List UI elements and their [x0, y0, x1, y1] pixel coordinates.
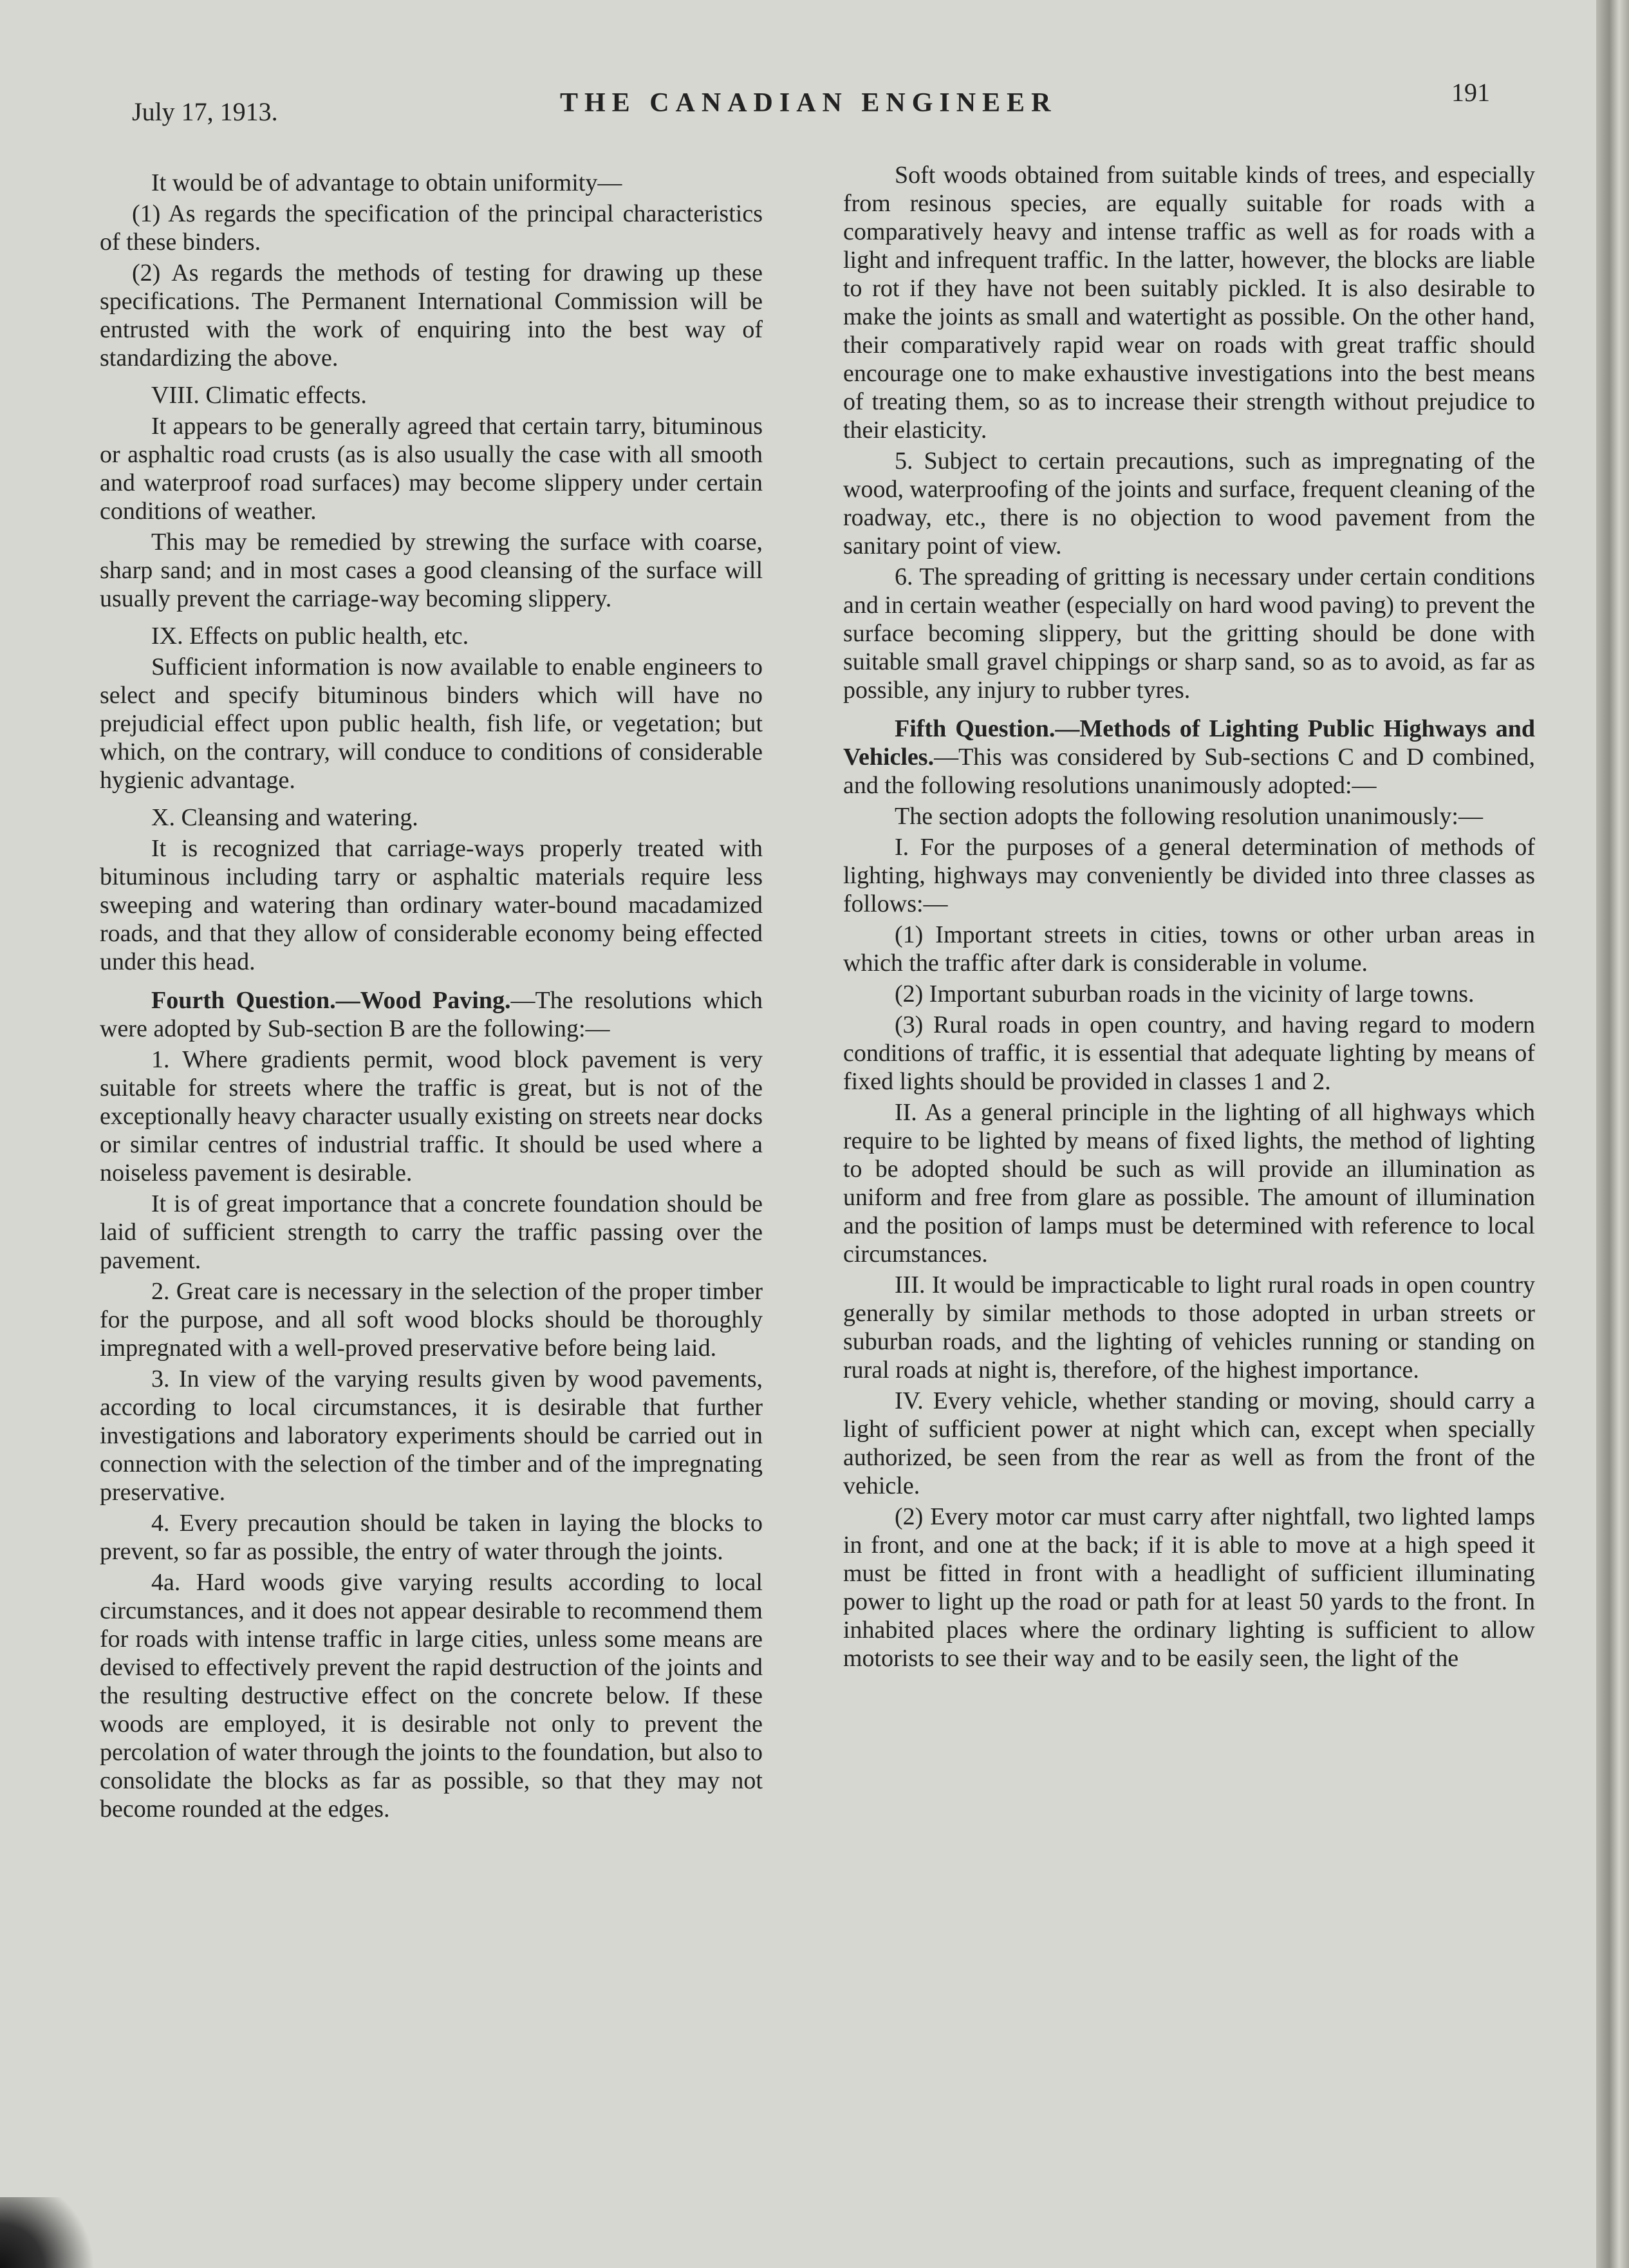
paragraph	[100, 1568, 763, 1823]
paragraph-text: VIII. Climatic effects.	[151, 382, 367, 409]
paragraph	[843, 921, 1535, 977]
paragraph	[843, 1271, 1535, 1384]
paragraph	[843, 802, 1535, 830]
paragraph	[100, 381, 763, 409]
paragraph	[843, 447, 1535, 560]
paragraph-text: The section adopts the following resolution unanimously:—	[895, 803, 1483, 830]
paragraph	[100, 834, 763, 976]
paragraph	[100, 986, 763, 1043]
paragraph-text: This may be remedied by strewing the surface with coarse, sharp sand; and in most cases a good cleansing of the surface will usually prevent the carriage-way becoming slippery.	[100, 529, 763, 612]
paragraph-text: II. As a general principle in the lighting of all highways which require to be lighted by means of fixed lights, the method of lighting to be adopted should be such as will provide an illumination as uniform and free from glare as possible. The amount of illumination and the position of lamps must be determined with reference to local circumstances.	[843, 1099, 1535, 1268]
paragraph	[100, 1365, 763, 1506]
paragraph-text: X. Cleansing and watering.	[151, 804, 418, 831]
paragraph-text: (2) As regards the methods of testing for drawing up these specifications. The Permanent International Commission will be entrusted with the work of enquiring into the best way of standardizing the above.	[100, 259, 763, 371]
paragraph-text: It is of great importance that a concrete foundation should be laid of sufficient strength to carry the traffic passing over the pavement.	[100, 1190, 763, 1274]
paragraph	[843, 833, 1535, 918]
paragraph-text: It is recognized that carriage-ways properly treated with bituminous including tarry or asphaltic materials require less sweeping and watering than ordinary water-bound macadamized roads, and that they allow of considerable economy being effected under this head.	[100, 835, 763, 975]
paragraph-text: 2. Great care is necessary in the selection of the proper timber for the purpose, and all soft wood blocks should be thoroughly impregnated with a well-proved preservative before being laid.	[100, 1278, 763, 1362]
paragraph-text: IV. Every vehicle, whether standing or moving, should carry a light of sufficient power at night which can, except when specially authorized, be seen from the rear as well as from the front of the vehicle.	[843, 1387, 1535, 1499]
paragraph	[100, 528, 763, 613]
paragraph-text: 4. Every precaution should be taken in laying the blocks to prevent, so far as possible, the entry of water through the joints.	[100, 1510, 763, 1565]
paragraph	[100, 1045, 763, 1187]
paragraph-text: (2) Important suburban roads in the vicinity of large towns.	[895, 980, 1475, 1007]
paragraph-text: (3) Rural roads in open country, and having regard to modern conditions of traffic, it is essential that adequate lighting by means of fixed lights should be provided in classes 1 and 2.	[843, 1011, 1535, 1095]
paragraph-text: (1) As regards the specification of the principal characteristics of these binders.	[100, 200, 763, 256]
paragraph	[843, 161, 1535, 444]
paragraph-text: —The resolutions which were adopted by Sub-section B are the following:—	[100, 987, 763, 1042]
journal-title: THE CANADIAN ENGINEER	[560, 88, 1057, 118]
paragraph	[100, 412, 763, 525]
paragraph-text: 1. Where gradients permit, wood block pavement is very suitable for streets where the traffic is great, but is not of the exceptionally heavy character usually existing on streets near docks or similar centres of industrial traffic. It should be used where a noiseless pavement is desirable.	[100, 1046, 763, 1186]
paragraph	[100, 1190, 763, 1275]
page-header	[0, 77, 1596, 129]
paragraph-text: IX. Effects on public health, etc.	[151, 623, 469, 650]
right-column	[843, 161, 1535, 1675]
page-number: 191	[1451, 78, 1490, 107]
paragraph-text: (1) Important streets in cities, towns or other urban areas in which the traffic after dark is considerable in volume.	[843, 921, 1535, 977]
paragraph	[100, 200, 763, 256]
paragraph-text: 3. In view of the varying results given by wood pavements, according to local circumstances, it is desirable that further investigations and laboratory experiments should be carried out in connection with the selection of the timber and of the impregnating preservative.	[100, 1365, 763, 1506]
paragraph	[100, 622, 763, 650]
paragraph	[100, 803, 763, 832]
paragraph	[100, 1509, 763, 1566]
paragraph	[843, 715, 1535, 800]
page-binding-edge	[1596, 0, 1629, 2268]
paragraph	[843, 1011, 1535, 1096]
header-date: July 17, 1913.	[132, 97, 278, 126]
paragraph-text: I. For the purposes of a general determination of methods of lighting, highways may conveniently be divided into three classes as follows:—	[843, 834, 1535, 917]
paragraph-text: It appears to be generally agreed that certain tarry, bituminous or asphaltic road crusts (as is also usually the case with all smooth and waterproof road surfaces) may become slippery under certain conditions of weather.	[100, 413, 763, 525]
paragraph-text: (2) Every motor car must carry after nightfall, two lighted lamps in front, and one at the back; if it is able to move at a high speed it must be fitted in front with a headlight of sufficient illuminating power to light up the road or path for at least 50 yards to the front. In inhabited places where the ordinary lighting is sufficient to allow motorists to see their way and to be easily seen, the light of the	[843, 1503, 1535, 1672]
paragraph-text: 4a. Hard woods give varying results according to local circumstances, and it does not appear desirable to recommend them for roads with intense traffic in large cities, unless some means are devised to effectively prevent the rapid destruction of the joints and the resulting destructive effect on the concrete below. If these woods are employed, it is desirable not only to prevent the percolation of water through the joints to the foundation, but also to consolidate the blocks as far as possible, so that they may not become rounded at the edges.	[100, 1569, 763, 1823]
paragraph	[843, 1387, 1535, 1500]
paragraph	[100, 169, 763, 197]
paragraph	[843, 980, 1535, 1008]
left-column	[100, 169, 763, 1826]
paragraph-text: III. It would be impracticable to light rural roads in open country generally by similar methods to those adopted in urban streets or suburban roads, and the lighting of vehicles running or standing on rural roads at night is, therefore, of the highest importance.	[843, 1271, 1535, 1383]
question-heading: Fifth Question.—Methods of Lighting Public Highways and Vehicles.	[843, 715, 1535, 771]
paragraph-text: Sufficient information is now available to enable engineers to select and specify bituminous binders which will have no prejudicial effect upon public health, fish life, or vegetation; but which, on the contrary, will conduce to conditions of considerable hygienic advantage.	[100, 653, 763, 794]
paragraph-text: —This was considered by Sub-sections C and D combined, and the following resolutions unanimously adopted:—	[843, 744, 1535, 799]
paragraph-text: 5. Subject to certain precautions, such as impregnating of the wood, waterproofing of the joints and surface, frequent cleaning of the roadway, etc., there is no objection to wood pavement from the sanitary point of view.	[843, 447, 1535, 559]
corner-shadow	[0, 2197, 103, 2268]
paragraph	[843, 1098, 1535, 1268]
paragraph-text: 6. The spreading of gritting is necessary under certain conditions and in certain weather (especially on hard wood paving) to prevent the surface becoming slippery, but the gritting should be done with suitable small gravel chippings or sharp sand, so as to avoid, as far as possible, any injury to rubber tyres.	[843, 563, 1535, 704]
question-heading: Fourth Question.—Wood Paving.	[151, 987, 511, 1014]
paragraph	[100, 653, 763, 794]
paragraph	[100, 1277, 763, 1362]
paragraph	[843, 1503, 1535, 1673]
paragraph-text: It would be of advantage to obtain uniformity—	[151, 169, 622, 196]
paragraph	[100, 259, 763, 372]
paragraph	[843, 563, 1535, 704]
paragraph-text: Soft woods obtained from suitable kinds of trees, and especially from resinous species, are equally suitable for roads with a comparatively heavy and intense traffic as well as for roads with a light and infrequent traffic. In the latter, however, the blocks are liable to rot if they have not been suitably pickled. It is also desirable to make the joints as small and watertight as possible. On the other hand, their comparatively rapid wear on roads with great traffic should encourage one to make exhaustive investigations into the best means of treating them, so as to increase their strength without prejudice to their elasticity.	[843, 162, 1535, 444]
